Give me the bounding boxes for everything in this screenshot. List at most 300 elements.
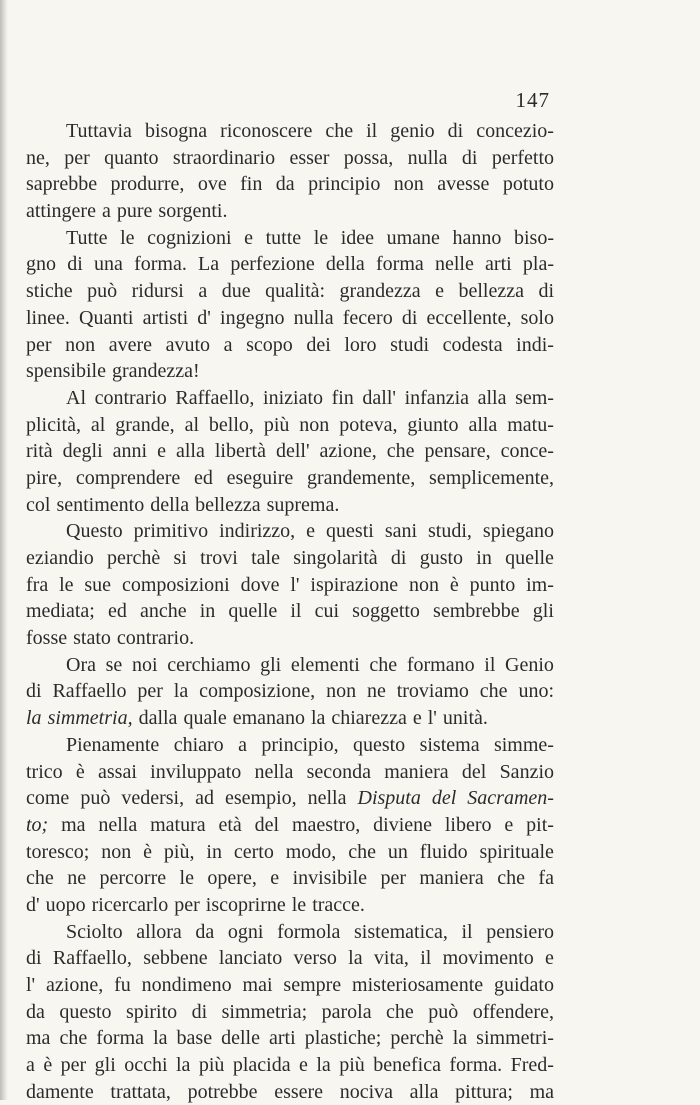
word: primitivo [133, 520, 209, 543]
word: sembrebbe [433, 600, 520, 623]
word: grandemente, [307, 466, 416, 489]
word: questo [352, 733, 406, 756]
word: due [221, 280, 251, 303]
word: formola [277, 920, 341, 943]
word: sistematica, [354, 920, 448, 943]
word: percorre [99, 867, 167, 890]
word: sentimento [56, 493, 145, 516]
word: fra [26, 573, 49, 596]
word: il [484, 653, 496, 676]
word: più [339, 1054, 365, 1077]
text-line [26, 759, 554, 786]
word: le [179, 867, 194, 890]
word: la [153, 1027, 168, 1050]
word: quale [183, 707, 227, 730]
word: gusto [419, 547, 464, 569]
word: spirito [126, 1000, 178, 1023]
word: mai [242, 974, 273, 996]
word: La [198, 253, 220, 276]
word: e [545, 947, 554, 970]
word: invisibile [292, 867, 368, 890]
word: produrre, [110, 173, 185, 196]
text-line [26, 1025, 554, 1052]
word: e [412, 707, 422, 730]
word: simmetria; [221, 1000, 308, 1023]
word: l' [290, 573, 300, 596]
word: nella [98, 813, 138, 836]
word: una [93, 253, 123, 276]
word: quelle [505, 547, 554, 569]
word: ove [197, 173, 227, 196]
text-line [26, 1079, 554, 1105]
word: d' [26, 893, 40, 916]
word: nella [307, 787, 347, 810]
word: mediata; [26, 600, 95, 623]
word: la [173, 680, 189, 703]
word: pure [116, 200, 153, 223]
text-line [26, 972, 554, 999]
word: principio, [261, 733, 339, 756]
word: dove [240, 573, 280, 596]
word: degli [62, 440, 103, 463]
word: fa [538, 867, 554, 890]
word: per [380, 867, 406, 890]
text-line [26, 518, 554, 545]
word: concezio- [476, 120, 554, 142]
word: più [198, 1054, 225, 1077]
word: emanano [232, 707, 305, 730]
word: quelle [228, 600, 278, 623]
word: fecero [342, 306, 393, 329]
word: Raffaello, [175, 386, 255, 409]
text-line [26, 545, 554, 572]
word: le [59, 573, 74, 596]
word: d' [197, 306, 211, 329]
word: iniziato [263, 386, 323, 409]
word: plicità, [26, 413, 81, 436]
word: bello, [208, 413, 254, 436]
word: parola [321, 1000, 372, 1023]
word: perchè [106, 547, 161, 569]
text-line [26, 785, 554, 812]
word: non [65, 333, 96, 356]
word: e [244, 226, 254, 249]
text-line [26, 332, 554, 359]
word: ma [529, 1080, 554, 1103]
word: bellezza [195, 493, 261, 516]
word: di [67, 253, 83, 276]
word: uopo [45, 893, 86, 916]
word: potuto [502, 173, 554, 196]
word: im- [526, 573, 554, 596]
word: Sciolto [66, 920, 123, 943]
text-line [26, 358, 554, 385]
word: azione, [46, 974, 104, 996]
word: ma [61, 813, 86, 836]
word: ed [193, 466, 213, 489]
word: saprebbe [26, 173, 98, 196]
word: Sanzio [499, 760, 554, 783]
word: di [191, 1000, 208, 1023]
word: sistema [419, 733, 480, 756]
word: più, [163, 840, 195, 863]
word: pit- [526, 813, 554, 836]
word: della [150, 493, 190, 516]
italic-word: Sacramen- [467, 787, 554, 810]
word: cui [314, 600, 340, 623]
text-line [26, 438, 554, 465]
word: il [420, 947, 432, 970]
text-line [26, 812, 554, 839]
word: può [428, 1000, 459, 1023]
word: gno [26, 253, 56, 276]
text-line [26, 492, 554, 519]
word: conce- [500, 440, 554, 463]
word: che [26, 867, 54, 890]
word: infanzia [404, 386, 469, 409]
word: in [199, 600, 216, 623]
word: a [101, 200, 111, 223]
word: maniera [384, 760, 449, 783]
italic-word: la [26, 707, 42, 730]
text-line [26, 892, 554, 919]
word: fin [240, 173, 263, 196]
word: grande, [115, 413, 175, 436]
text-line [26, 598, 554, 625]
word: opere, [207, 867, 257, 890]
word: contrario. [116, 627, 195, 650]
word: Tutte [66, 226, 108, 249]
word: si [173, 547, 187, 569]
word: stiche [26, 280, 73, 303]
word: straordinario [172, 146, 276, 169]
word: benefica [373, 1054, 441, 1077]
word: di [390, 547, 407, 569]
word: la [348, 947, 363, 970]
word: studi [390, 333, 430, 356]
word: al [184, 413, 199, 436]
text-line [26, 145, 554, 172]
text-line [26, 305, 554, 332]
word: la [452, 1027, 468, 1050]
word: eseguire [226, 466, 294, 489]
text-line [26, 1052, 554, 1079]
word: se [105, 653, 123, 676]
word: ispirazione [310, 573, 399, 596]
word: il [366, 120, 378, 142]
word: di [538, 280, 554, 303]
word: tutte [265, 226, 302, 249]
word: ridursi [131, 280, 184, 303]
word: di [447, 120, 464, 142]
word: libertà [214, 440, 266, 463]
word: che [325, 120, 354, 142]
word: pire, [26, 466, 63, 489]
word: per [64, 146, 90, 169]
word: libero [444, 813, 492, 836]
word: comprendere [75, 466, 181, 489]
word: damente [26, 1080, 94, 1103]
word: in [476, 547, 492, 569]
word: potrebbe [187, 1080, 258, 1103]
word: può [80, 787, 111, 810]
word: perfezione [230, 253, 315, 276]
text-line [26, 465, 554, 492]
word: avesse [437, 173, 490, 196]
word: le [291, 893, 307, 916]
word: avere [108, 333, 152, 356]
word: riconoscere [220, 120, 313, 142]
italic-word: simmetria, [47, 707, 133, 730]
word: che [497, 867, 525, 890]
word: essere [274, 1080, 324, 1103]
word: chiaro [173, 733, 224, 756]
word: arti [485, 253, 512, 276]
word: azione, [319, 440, 377, 463]
word: qualità: [265, 280, 326, 303]
text-line [26, 865, 554, 892]
text-line [26, 118, 554, 145]
italic-word: to; [26, 813, 49, 836]
word: idee [340, 226, 375, 249]
word: umane [386, 226, 440, 249]
word: alla [409, 1080, 439, 1103]
word: certo [233, 840, 274, 863]
text-line [26, 225, 554, 252]
word: ricercarlo [91, 893, 169, 916]
word: di [26, 947, 42, 970]
word: biso- [513, 226, 554, 249]
word: è [43, 1054, 53, 1077]
word: della [325, 253, 365, 276]
word: forma [96, 1027, 145, 1050]
word: di [401, 306, 418, 329]
word: Questo [66, 520, 123, 543]
word: tracce. [312, 893, 365, 916]
word: Tuttavia [66, 120, 132, 142]
text-line [26, 732, 554, 759]
word: soggetto [352, 600, 420, 623]
word: del [461, 760, 487, 783]
word: indi- [516, 333, 554, 356]
word: perchè [390, 1027, 444, 1050]
word: per [137, 680, 163, 703]
word: vedersi, [121, 787, 185, 810]
word: pensiero [486, 920, 554, 943]
word: cerchiamo [167, 653, 251, 676]
word: nociva [339, 1080, 393, 1103]
word: Al [66, 386, 86, 409]
word: la [316, 1054, 331, 1077]
word: è [75, 760, 85, 783]
word: elementi [290, 653, 360, 676]
word: dall' [362, 386, 396, 409]
word: dell' [275, 440, 310, 463]
word: chiarezza [331, 707, 407, 730]
word: maniera [419, 867, 484, 890]
word: da [275, 173, 295, 196]
word: arti [269, 1027, 296, 1050]
text-line [26, 652, 554, 679]
word: placida [232, 1054, 291, 1077]
word: può [87, 280, 118, 303]
word: Ora [66, 653, 96, 676]
word: sani [384, 520, 418, 543]
text-line [26, 625, 554, 652]
word: col [26, 493, 51, 516]
word: hanno [452, 226, 502, 249]
word: dalla [138, 707, 178, 730]
word: e [435, 280, 444, 303]
word: spensibile [26, 360, 106, 383]
word: pittura; [455, 1080, 513, 1103]
word: trico [26, 760, 63, 783]
word: che [386, 1000, 414, 1023]
word: singolarità [293, 547, 378, 569]
word: grandezza! [112, 360, 200, 383]
word: è [449, 573, 459, 596]
word: eccellente, [426, 306, 512, 329]
word: ad [195, 787, 214, 810]
word: il [290, 600, 302, 623]
word: per [26, 333, 52, 356]
word: l' [26, 974, 36, 996]
text-line [26, 945, 554, 972]
word: forma. [449, 1054, 503, 1077]
word: movimento [442, 947, 534, 970]
word: avuto [165, 333, 211, 356]
word: e [157, 440, 166, 463]
word: nulla [293, 306, 334, 329]
word: nelle [434, 253, 474, 276]
word: Raffaello [52, 680, 127, 703]
word: solo [520, 306, 554, 329]
word: scopo [246, 333, 293, 356]
word: suprema. [266, 493, 340, 516]
italic-word: Disputa [357, 787, 421, 810]
word: assai [98, 760, 137, 783]
word: dei [306, 333, 331, 356]
word: quanto [104, 146, 159, 169]
word: nondimeno [141, 974, 232, 996]
word: punto [469, 573, 516, 596]
word: giunto [407, 413, 459, 436]
word: attingere [26, 200, 96, 223]
word: indirizzo, [219, 520, 296, 543]
word: bellezza [458, 280, 524, 303]
word: ma [26, 1027, 51, 1050]
word: perfetto [491, 146, 554, 169]
word: ed [107, 600, 127, 623]
word: sorgenti. [158, 200, 228, 223]
word: pensare, [424, 440, 491, 463]
word: grandezza [339, 280, 421, 303]
word: del [254, 813, 280, 836]
word: le [313, 226, 329, 249]
word: codesta [442, 333, 503, 356]
word: fu [114, 974, 131, 996]
word: matura [150, 813, 206, 836]
word: non [393, 173, 424, 196]
word: allora [136, 920, 182, 943]
word: toresco; [26, 840, 90, 863]
word: non [101, 840, 132, 863]
word: contrario [94, 386, 167, 409]
word: non [299, 413, 330, 436]
text-line [26, 385, 554, 412]
word: questi [326, 520, 374, 543]
word: a [238, 733, 247, 756]
word: non [409, 573, 440, 596]
word: studi, [428, 520, 472, 543]
word: matu- [507, 413, 554, 436]
word: principio [308, 173, 381, 196]
word: il [461, 920, 473, 943]
word: ingegno [220, 306, 285, 329]
word: trovi [200, 547, 238, 569]
text-line [26, 705, 554, 732]
page-number: 147 [515, 88, 550, 112]
word: vita, [373, 947, 409, 970]
word: la [310, 707, 326, 730]
word: tale [251, 547, 280, 569]
word: un [387, 840, 408, 863]
word: artisti [142, 306, 189, 329]
word: che [59, 1027, 88, 1050]
word: misteriosamente [352, 974, 484, 996]
word: noi [131, 653, 158, 676]
word: maestro, [291, 813, 361, 836]
word: sempre [283, 974, 342, 996]
word: Fred- [510, 1054, 554, 1077]
word: ne [366, 680, 386, 703]
body-text [26, 118, 554, 1105]
word: poteva, [339, 413, 398, 436]
word: che [348, 840, 376, 863]
word: composizione, [199, 680, 316, 703]
word: inviluppato [150, 760, 242, 783]
text-line [26, 251, 554, 278]
word: forma. [134, 253, 187, 276]
word: genio [390, 120, 435, 142]
word: che [479, 680, 508, 703]
word: e [306, 520, 316, 543]
word: rità [26, 440, 53, 463]
word: verso [293, 947, 337, 970]
text-line [26, 999, 554, 1026]
word: uno: [518, 680, 554, 703]
word: occhi [124, 1054, 168, 1077]
word: guidato [494, 974, 554, 996]
word: anche [139, 600, 187, 623]
word: Raffaello, [52, 947, 132, 970]
word: in [206, 840, 222, 863]
word: di [26, 680, 42, 703]
word: esempio, [224, 787, 297, 810]
word: ne [67, 867, 87, 890]
word: a [223, 333, 233, 356]
word: eziandio [26, 547, 94, 569]
text-line [26, 198, 554, 225]
word: lanciato [218, 947, 283, 970]
word: per [60, 1054, 87, 1077]
word: unità. [442, 707, 488, 730]
word: stato [73, 627, 111, 650]
word: anni [112, 440, 148, 463]
word: la [175, 1054, 191, 1077]
text-line [26, 412, 554, 439]
word: di [461, 146, 478, 169]
